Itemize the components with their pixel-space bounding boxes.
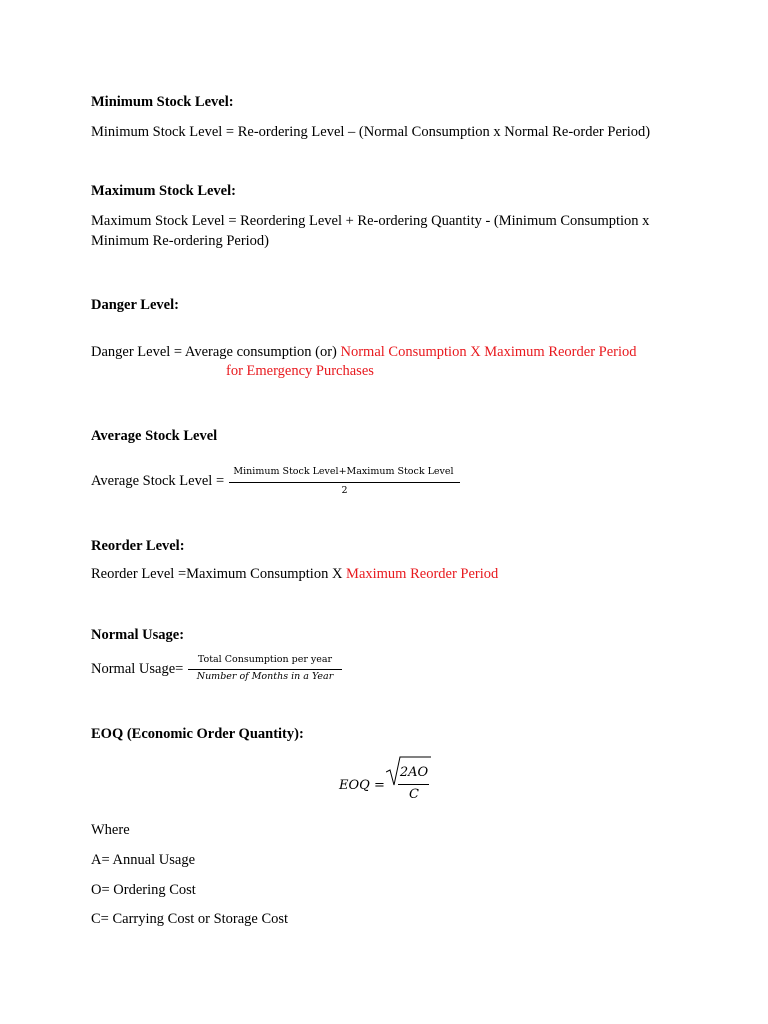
formula-danger-level — [91, 344, 637, 361]
heading-eoq: EOQ (Economic Order Quantity): — [91, 726, 304, 742]
danger-formula-prefix: Danger Level = Average consumption (or) — [91, 344, 341, 360]
eoq-denominator: C — [409, 787, 419, 802]
reorder-formula-prefix: Reorder Level =Maximum Consumption X — [91, 566, 347, 582]
eoq-definition-c: C= Carrying Cost or Storage Cost — [91, 911, 289, 927]
eoq-definition-a: A= Annual Usage — [91, 852, 196, 868]
normal-usage-numerator: Total Consumption per year — [197, 654, 333, 665]
danger-formula-highlight-line2: for Emergency Purchases — [226, 363, 374, 379]
danger-formula-highlight-line1: Normal Consumption X Maximum Reorder Period — [340, 344, 637, 360]
heading-danger-level: Danger Level: — [91, 297, 179, 313]
formula-reorder-level — [91, 566, 498, 583]
eoq-lhs: EOQ = — [339, 778, 385, 793]
heading-maximum-stock-level: Maximum Stock Level: — [91, 183, 236, 199]
average-stock-denominator: 2 — [341, 485, 348, 496]
formula-maximum-stock-level-line1: Maximum Stock Level = Reordering Level + Re-ordering Quantity - (Minimum Consumption x — [91, 213, 650, 229]
eoq-where-label: Where — [91, 822, 130, 838]
average-stock-fraction-bar — [229, 482, 460, 483]
heading-normal-usage: Normal Usage: — [91, 627, 185, 643]
eoq-fraction-bar — [398, 784, 429, 785]
eoq-numerator: 2AO — [399, 765, 429, 780]
normal-usage-fraction-bar — [188, 669, 342, 670]
eoq-definition-o: O= Ordering Cost — [91, 882, 196, 898]
normal-usage-lhs: Normal Usage= — [91, 661, 184, 677]
normal-usage-denominator: Number of Months in a Year — [196, 671, 334, 682]
heading-average-stock-level: Average Stock Level — [91, 428, 218, 444]
formula-maximum-stock-level-line2: Minimum Re-ordering Period) — [91, 233, 270, 249]
heading-minimum-stock-level: Minimum Stock Level: — [91, 94, 234, 110]
average-stock-numerator: Minimum Stock Level+Maximum Stock Level — [233, 466, 454, 477]
formula-minimum-stock-level: Minimum Stock Level = Re-ordering Level – (Normal Consumption x Normal Re-order Period) — [91, 124, 651, 140]
average-stock-lhs: Average Stock Level = — [91, 473, 225, 489]
reorder-formula-highlight: Maximum Reorder Period — [346, 566, 499, 582]
heading-reorder-level: Reorder Level: — [91, 538, 185, 554]
